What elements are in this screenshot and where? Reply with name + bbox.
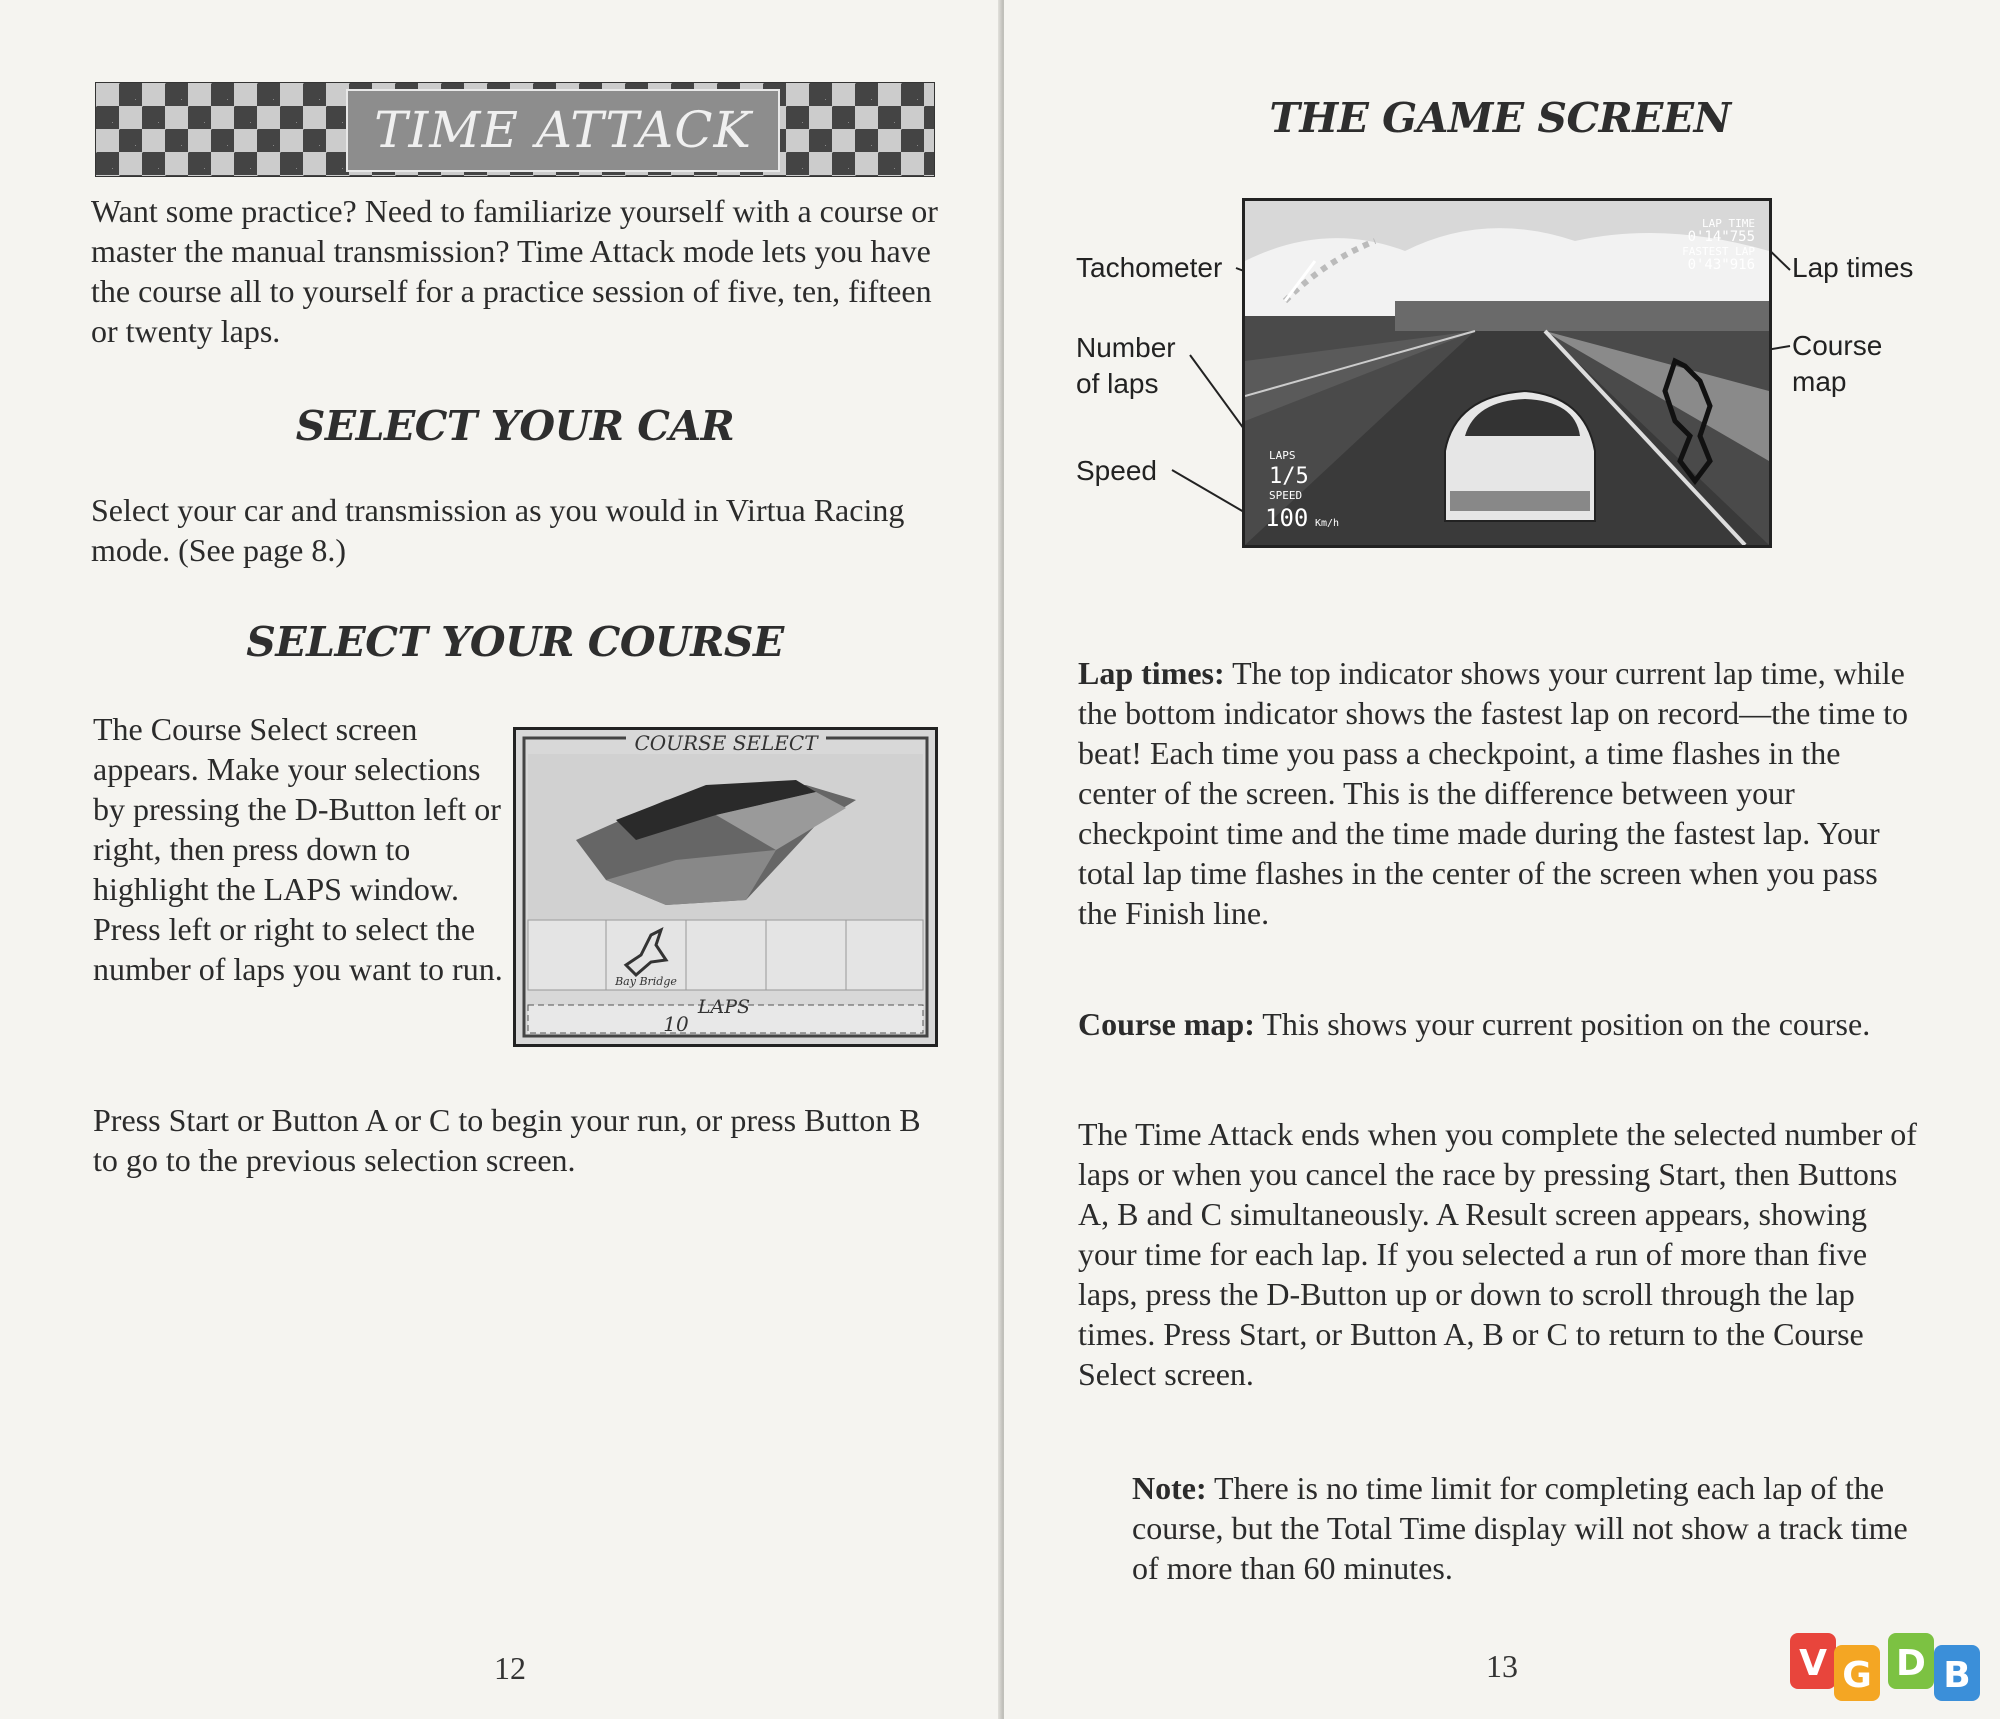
course-map-label-line2: map (1792, 366, 1847, 397)
lap-times-description: The top indicator shows your current lap time, while the bottom indicator shows the fastest lap on record—the time to beat! Each time you pass a checkpoint, a time flashes in the center of the screen. This is the difference between your checkpoint time and the time made during the fastest lap. Your total lap time flashes in the center of the screen when you pass the Finish line. (1078, 655, 1909, 931)
select-course-heading: SELECT YOUR COURSE (246, 618, 784, 666)
game-screen-image (1245, 201, 1769, 545)
lap-times-term: Lap times: (1078, 655, 1225, 691)
hud-lap-time-value: 0'14"755 (1687, 229, 1755, 245)
start-paragraph: Press Start or Button A or C to begin your run, or press Button B to go to the previous selection screen. (93, 1102, 921, 1178)
lap-times-paragraph (1078, 653, 1918, 933)
course-map-label-line1: Course (1792, 330, 1883, 361)
course-select-screenshot (513, 727, 938, 1047)
hud-speed-value: 100 (1265, 504, 1309, 532)
number-of-laps-label-line2: of laps (1076, 368, 1159, 399)
page-number-left: 12 (494, 1650, 526, 1686)
game-screenshot (1242, 198, 1772, 548)
hud-fastest-lap-value: 0'43"916 (1687, 257, 1755, 273)
laps-label: LAPS (697, 996, 751, 1018)
vgdb-watermark-logo (1790, 1633, 1990, 1703)
number-of-laps-label-line1: Number (1076, 332, 1176, 363)
time-attack-banner (95, 82, 935, 177)
course-map-paragraph (1078, 1004, 1918, 1044)
select-car-heading: SELECT YOUR CAR (295, 402, 735, 450)
page-number-right: 13 (1486, 1648, 1518, 1684)
note-term: Note: (1132, 1470, 1207, 1506)
course-select-title: COURSE SELECT (634, 731, 818, 755)
note-paragraph (1132, 1468, 1912, 1588)
game-screen-heading: THE GAME SCREEN (1269, 94, 1731, 142)
svg-text:B: B (1943, 1655, 1971, 1696)
intro-paragraph: Want some practice? Need to familiarize yourself with a course or master the manual transmission? Time Attack mode lets you have the course all to yourself for a practice session of five, ten, fifteen or twenty laps. (91, 193, 938, 349)
end-paragraph: The Time Attack ends when you complete the selected number of laps or when you cancel the race by pressing Start, then Buttons A, B and C simultaneously. A Result screen appears, showing your time for each lap. If you selected a run of more than five laps, press the D-Button up or down to scroll through the lap times. Press Start, or Button A, B or C to return to the Course Select screen. (1078, 1116, 1917, 1392)
course-paragraph: The Course Select screen appears. Make your selections by pressing the D-Button left or right, then press down to highlight the LAPS window. Press left or right to select the number of laps you want to run. (93, 711, 503, 987)
course-map-term: Course map: (1078, 1006, 1255, 1042)
car-paragraph: Select your car and transmission as you would in Virtua Racing mode. (See page 8.) (91, 492, 905, 568)
hud-laps-label: LAPS (1269, 449, 1296, 462)
svg-text:V: V (1799, 1643, 1827, 1684)
hud-speed-unit: Km/h (1315, 518, 1340, 529)
hud-speed-label: SPEED (1269, 489, 1303, 502)
course-map-description: This shows your current position on the course. (1254, 1006, 1871, 1042)
lap-times-label: Lap times (1792, 252, 1914, 283)
course-name: Bay Bridge (615, 975, 677, 988)
speed-label: Speed (1076, 455, 1157, 486)
banner-title: TIME ATTACK (346, 89, 780, 172)
hud-lap-time-label: LAP TIME (1702, 217, 1755, 230)
hud-laps-value: 1/5 (1269, 464, 1309, 489)
course-select-image (516, 730, 935, 1044)
hud-fastest-lap-label: FASTEST LAP (1682, 245, 1755, 258)
note-description: There is no time limit for completing each lap of the course, but the Total Time display will not show a track time of more than 60 minutes. (1132, 1470, 1908, 1586)
laps-value: 10 (663, 1012, 689, 1036)
svg-text:D: D (1896, 1643, 1926, 1684)
tachometer-label: Tachometer (1076, 252, 1223, 283)
svg-text:G: G (1842, 1655, 1872, 1696)
